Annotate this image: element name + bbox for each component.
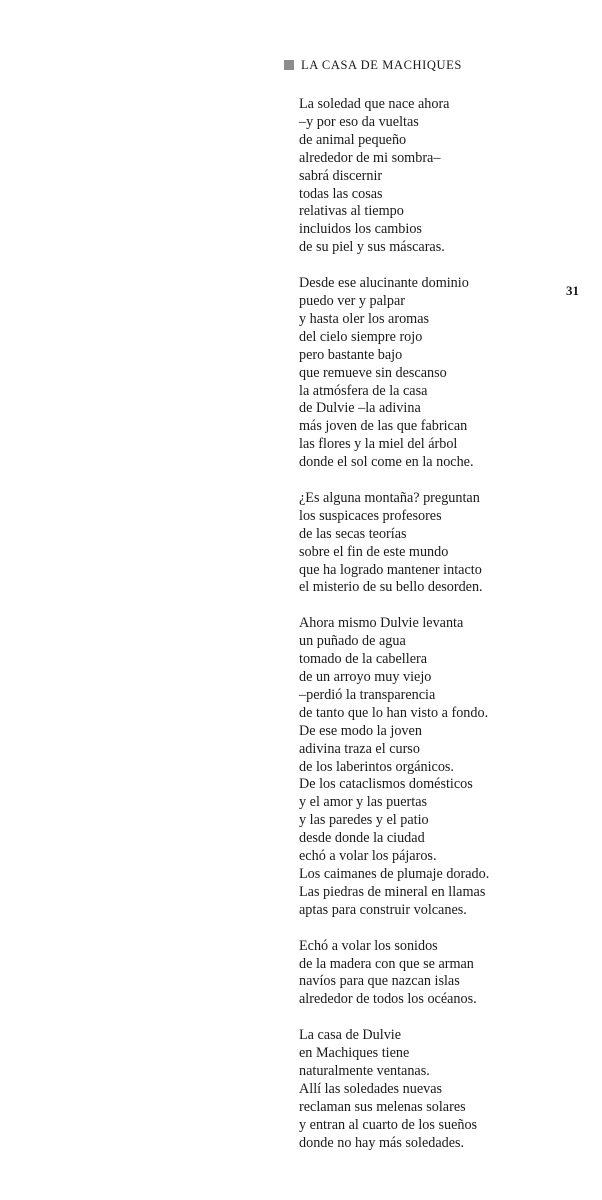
poem-line: y entran al cuarto de los sueños: [299, 1116, 478, 1133]
poem-line: de su piel y sus máscaras.: [299, 239, 445, 256]
poem-line: un puñado de agua: [299, 633, 406, 650]
poem-line: que remueve sin descanso: [299, 364, 447, 381]
poem-line: más joven de las que fabrican: [299, 418, 468, 435]
poem-line: alrededor de todos los océanos.: [299, 991, 477, 1008]
poem-line: de tanto que lo han visto a fondo.: [299, 704, 489, 721]
poem-line: aptas para construir volcanes.: [299, 901, 467, 918]
poem-line: las flores y la miel del árbol: [299, 436, 458, 453]
poem-line: Ahora mismo Dulvie levanta: [299, 615, 464, 632]
stanza: [299, 938, 589, 1010]
header-square-icon: [284, 60, 294, 70]
poem-line: reclaman sus melenas solares: [299, 1098, 466, 1115]
poem-line: alrededor de mi sombra–: [299, 149, 441, 166]
poem-line: del cielo siempre rojo: [299, 328, 423, 345]
poem-line: naturalmente ventanas.: [299, 1062, 430, 1079]
poem-line: de la madera con que se arman: [299, 955, 474, 972]
poem-body: [299, 96, 589, 1152]
poem-line: ¿Es alguna montaña? preguntan: [299, 489, 480, 506]
poem-line: y hasta oler los aromas: [299, 310, 430, 327]
poem-line: donde el sol come en la noche.: [299, 454, 474, 471]
poem-line: la atmósfera de la casa: [299, 382, 428, 399]
stanza: [299, 615, 589, 919]
poem-line: el misterio de su bello desorden.: [299, 579, 483, 596]
stanza: [299, 490, 589, 597]
poem-line: De ese modo la joven: [299, 722, 422, 739]
page-number: 31: [566, 283, 579, 298]
poem-line: Los caimanes de plumaje dorado.: [299, 865, 490, 882]
stanza-break: [299, 1009, 589, 1027]
poem-line: de las secas teorías: [299, 525, 407, 542]
stanza-break: [299, 472, 589, 490]
stanza-break: [299, 920, 589, 938]
poem-line: y las paredes y el patio: [299, 812, 429, 829]
poem-line: que ha logrado mantener intacto: [299, 561, 482, 578]
poem-line: y el amor y las puertas: [299, 794, 428, 811]
poem-line: Allí las soledades nuevas: [299, 1080, 443, 1097]
poem-line: relativas al tiempo: [299, 203, 404, 220]
poem-line: navíos para que nazcan islas: [299, 973, 460, 990]
poem-line: sobre el fin de este mundo: [299, 543, 449, 560]
poem-line: echó a volar los pájaros.: [299, 848, 437, 865]
poem-line: donde no hay más soledades.: [299, 1134, 465, 1151]
poem-line: Las piedras de mineral en llamas: [299, 883, 486, 900]
stanza: [299, 1027, 589, 1152]
poem-line: desde donde la ciudad: [299, 830, 425, 847]
stanza-break: [299, 257, 589, 275]
poem-line: La casa de Dulvie: [299, 1027, 402, 1044]
poem-line: De los cataclismos domésticos: [299, 776, 473, 793]
poem-line: puedo ver y palpar: [299, 292, 405, 309]
stanza: [299, 96, 589, 257]
poem-line: todas las cosas: [299, 185, 383, 202]
poem-line: pero bastante bajo: [299, 346, 403, 363]
poem-line: adivina traza el curso: [299, 740, 420, 757]
poem-line: Echó a volar los sonidos: [299, 937, 438, 954]
poem-line: en Machiques tiene: [299, 1045, 410, 1062]
poem-line: los suspicaces profesores: [299, 507, 442, 524]
poem-line: incluidos los cambios: [299, 221, 422, 238]
stanza: [299, 275, 589, 472]
poem-line: de Dulvie –la adivina: [299, 400, 421, 417]
poem-line: de animal pequeño: [299, 131, 407, 148]
stanza-break: [299, 597, 589, 615]
poem-line: de los laberintos orgánicos.: [299, 758, 454, 775]
poem-line: de un arroyo muy viejo: [299, 669, 432, 685]
poem-line: La soledad que nace ahora: [299, 96, 450, 112]
poem-line: sabrá discernir: [299, 167, 383, 184]
poem-line: –y por eso da vueltas: [299, 113, 419, 130]
poem-line: Desde ese alucinante dominio: [299, 275, 469, 292]
running-header: [284, 58, 462, 72]
header-title: LA CASA DE MACHIQUES: [301, 58, 462, 72]
poem-line: –perdió la transparencia: [299, 686, 436, 703]
poem-line: tomado de la cabellera: [299, 651, 428, 668]
